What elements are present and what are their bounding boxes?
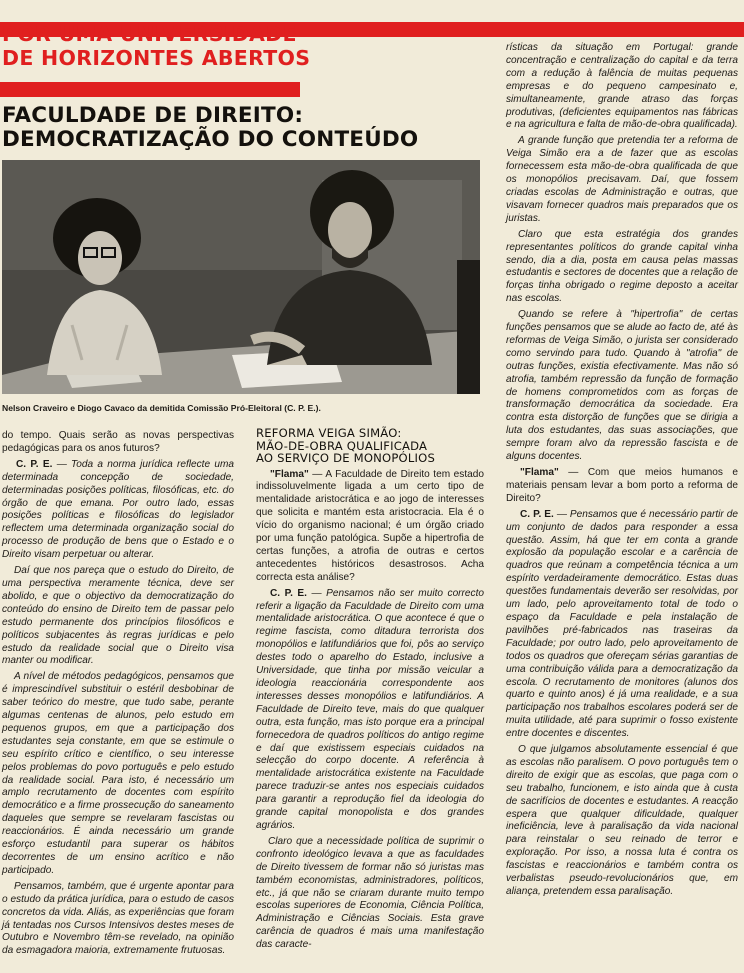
col3-answer-text: — Pensamos que é necessário partir de um conjunto de dados para responder a essa questão. Assim, há que ter em conta a grande explosão da população escolar e a carência de quadros que reúnam a competência técnica a um espírito verdadeiramente democrático. Estas duas questões fundamentais deverão ser resolvidas, por um lado, pelo aproveitamento total de todo o espaço da Faculdade e pela instalação de pavilhões pré-fabricados nas traseiras da Faculdade; por outro lado, pelo aproveitamento de todos os quadros que ofereçam sérias garantias de uma contribuição válida para a democratização da escola. O recrutamento de monitores (alunos dos quarto e quinto anos) é já uma realidade, e a sua participação nos trabalhos escolares poderá ser de muita utilidade, até para suprimir o fosso existente entre docentes e discentes. xyxy=(506,508,739,740)
article-headline xyxy=(2,104,500,152)
article-photo xyxy=(2,160,480,394)
col3-question-text: — Com que meios humanos e materiais pensam levar a bom porto a reforma de Direito? xyxy=(506,467,738,504)
col3-answer xyxy=(506,509,738,741)
col3-paragraph-2: A grande função que pretendia ter a reforma de Veiga Simão era a de fazer que as escolas fornecessem esta mão-de-obra qualificada de que os monopólios precisavam. Daí, que fossem criadas escolas de Administração e outras, que visavam fornecer quadros mais preparados que os juristas. xyxy=(506,135,738,224)
col2-question-text: — A Faculdade de Direito tem estado indissoluvelmente ligada a um certo tipo de mentalidade aristocrática e ao jogo de interesses que solicita e mantém esta aristocracia. Ela é o vício do organismo nacional; é um órgão criado por uma função patológica. Supõe a hipertrofia de certas funções, a atrofia de outras e certos antecedentes históricos desastrosos. Acha correcta esta análise? xyxy=(256,468,484,583)
col1-answer-1-text: — Toda a norma jurídica reflecte uma determinada concepção de sociedade, determinadas posições políticas, filosóficas, etc. do órgão de que emana. Por outro lado, essas posições políticas e filosóficas do legislador reflectem uma determinada organização social do processo de produção de bens que o Estado e o Direito visam perpetuar ou alterar. xyxy=(2,458,234,561)
col1-answer-1 xyxy=(2,459,234,562)
column-1 xyxy=(2,430,234,961)
subheadline-line-2: MÃO-DE-OBRA QUALIFICADA xyxy=(256,438,428,453)
col2-answer-text: — Pensamos não ser muito correcto referir a ligação da Faculdade de Direito com uma mentalidade aristocrática. O que acontece é que o regime fascista, como ditadura terrorista dos monopólios e latifundiários que foi, pôs ao serviço destes todo o aparelho do Estado, inclusive a Universidade, que tinha por missão veicular a ideologia reaccionária correspondente aos interesses desses monopólios e latifundiários. A Faculdade de Direito teve, mais do que qualquer outra, esta função, mas isto porque era a principal fornecedora de quadros políticos do antigo regime e daí que existissem especiais cuidados na selecção do corpo docente. A referência à mentalidade aristocrática existente na Faculdade parece traduzir-se antes nos especiais cuidados para garantir a reprodução fiel da ideologia do grande capital monopolista e dos grandes agrários. xyxy=(256,587,484,831)
col3-paragraph-4: Quando se refere à "hipertrofia" de certas funções pensamos que se alude ao facto de, até às reformas de Veiga Simão, o jurista ser considerado como servindo para tudo. Quando à "atrofia" de outras funções, existia efectivamente. Mas não só atrofia, também repressão da função de formação de homens comprometidos com as forças de transformação democrática da sociedade. Era contra esta distorção de funções que se dirigia a luta dos estudantes, das suas associações, que sempre foram alvo da repressão fascista e de alguns docentes. xyxy=(506,309,738,463)
kicker-line-1: POR UMA UNIVERSIDADE xyxy=(2,22,297,46)
col3-question xyxy=(506,467,738,506)
kicker-band-bottom xyxy=(0,82,300,97)
headline-line-2: DEMOCRATIZAÇÃO DO CONTEÚDO xyxy=(2,127,419,152)
col2-question xyxy=(256,469,484,585)
headline-line-1: FACULDADE DE DIREITO: xyxy=(2,103,304,128)
column-2 xyxy=(256,427,484,955)
subheadline-line-1: REFORMA VEIGA SIMÃO: xyxy=(256,426,402,440)
col1-speaker: C. P. E. xyxy=(16,458,53,470)
col3-question-speaker: "Flama" xyxy=(520,467,559,478)
col3-paragraph-1: rísticas da situação em Portugal: grande concentração e centralização do capital e da terra com a redução à falência de muitas pequenas empresas e do pequeno campesinato e, simultaneamente, grande atraso das forças produtivas, (deficientes equipamentos nas fábricas e na agricultura e falta de mão-de-obra qualificada). xyxy=(506,42,738,131)
col1-paragraph-2: Daí que nos pareça que o estudo do Direito, de uma perspectiva meramente técnica, deve ser abolido, e que o objectivo da democratização do conteúdo do ensino de Direito tem de passar pelo estudo permanente dos princípios filosóficos e políticos subjacentes às regras jurídicas e pelo estudo da realidade social que o Direito visa manter ou modificar. xyxy=(2,565,234,667)
article-kicker xyxy=(2,22,311,70)
kicker-line-2: DE HORIZONTES ABERTOS xyxy=(2,46,311,70)
col2-paragraph-2: Claro que a necessidade política de suprimir o confronto ideológico levava a que as faculdades de Direito tivessem de formar não só juristas mas também economistas, administradores, políticos, etc., já que não se criaram durante muito tempo escolas superiores de Economia, Ciência Política, Administração e Ciências Sociais. Esta grave carência de quadros é mais uma manifestação das caracte- xyxy=(256,835,484,951)
col1-paragraph-4: Pensamos, também, que é urgente apontar para o estudo da prática jurídica, para o estudo de casos concretos da vida. Aliás, as experiências que foram já tentadas nos Cursos Intensivos destes meses de Outubro e Novembro têm-se revelado, na opinião da esmagadora maioria, extremamente frutuosas. xyxy=(2,880,234,957)
col2-question-speaker: "Flama" xyxy=(270,468,309,480)
col3-paragraph-3: Claro que esta estratégia dos grandes representantes políticos do grande capital vinha sendo, dia a dia, posta em causa pelas massas estudantis e sectores de docentes que a relação de forças tinha obrigado o regime deposto a aceitar nas escolas. xyxy=(506,228,738,305)
col1-paragraph-3: A nível de métodos pedagógicos, pensamos que é imprescindível substituir o estéril desbobinar de saber teórico do mestre, que tudo sabe, perante algumas centenas de alunos, pelo estudo em pequenos grupos, em que a participação dos estudantes seja constante, em que se estimule o seu espírito crítico e científico, o seu interesse pelos problemas do povo português e pelo estudo da realidade social. Para isto, é necessário um amplo recrutamento de docentes com espírito democrático e a firme prossecução do saneamento daqueles que sempre se revelaram fascistas ou reaccionários. É ainda necessário um grande esforço estudantil para superar os hábitos decorrentes de um ensino acrítico e não participado. xyxy=(2,671,234,876)
col1-intro: do tempo. Quais serão as novas perspectivas pedagógicas para os anos futuros? xyxy=(2,430,234,454)
column-3 xyxy=(506,42,738,902)
subheadline-line-3: AO SERVIÇO DE MONOPÓLIOS xyxy=(256,451,436,465)
col3-answer-speaker: C. P. E. xyxy=(520,508,554,520)
col2-answer xyxy=(256,588,484,833)
photo-illustration xyxy=(2,160,480,394)
col2-answer-speaker: C. P. E. xyxy=(270,587,307,599)
col3-paragraph-5: O que julgamos absolutamente essencial é que as escolas não paralisem. O povo português tem o direito de exigir que as escolas, que paga com o seu trabalho, funcionem, e isto ainda que à custa de sacrifícios de docentes e estudantes. A reacção espera que qualquer dificuldade, qualquer ineficiência, leve à paralisação da vida nacional para reinstalar o seu reinado de terror e exploração. Por isso, a nossa luta é contra os fascistas e reaccionários e também contra os verbalistas pseudo-revolucionários que, em aliança, pretendem essa paralisação. xyxy=(506,744,738,897)
photo-caption: Nelson Craveiro e Diogo Cavaco da demitida Comissão Pró-Eleitoral (C. P. E.). xyxy=(2,403,321,413)
subheadline xyxy=(256,427,484,465)
